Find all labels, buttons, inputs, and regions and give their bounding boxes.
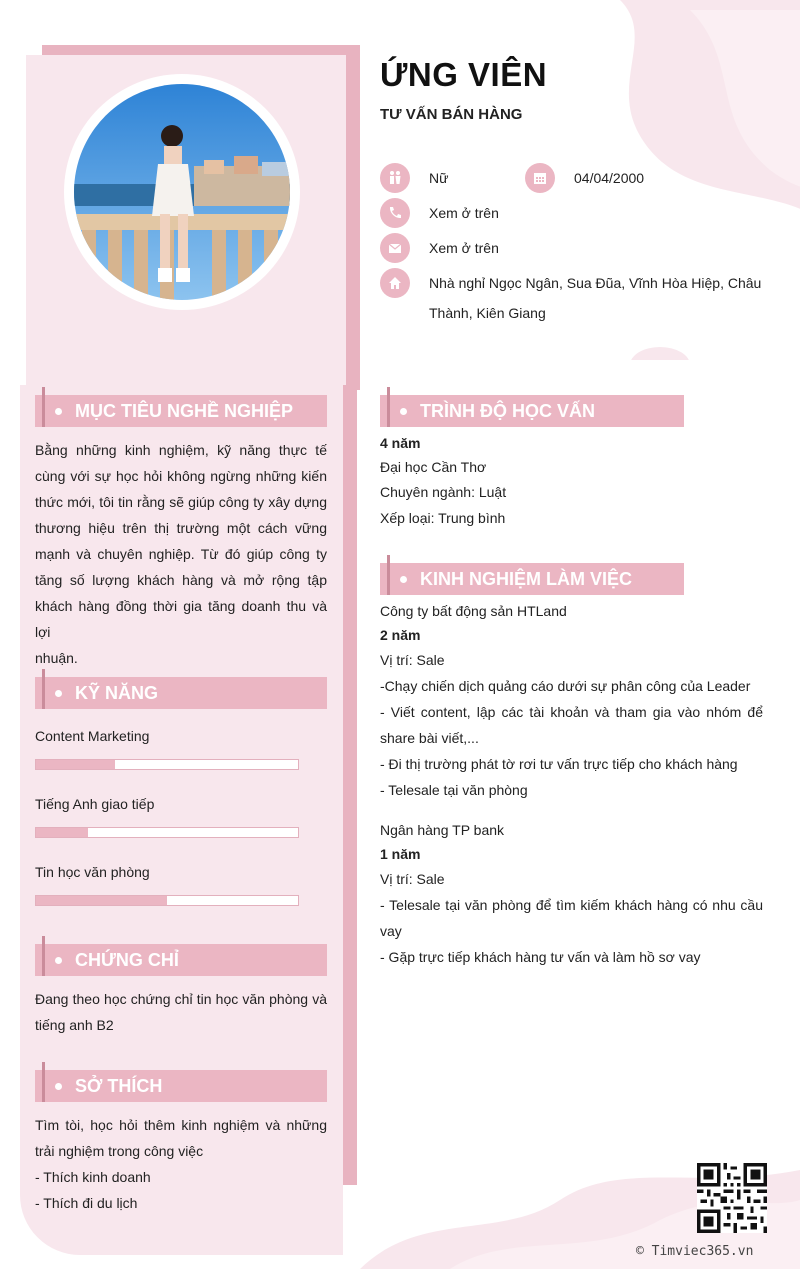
experience-header: [380, 563, 684, 595]
objective-title: MỤC TIÊU NGHỀ NGHIỆP: [75, 401, 294, 421]
job-line: vay: [380, 923, 402, 939]
left-panel-frame-bottom: [343, 385, 357, 1185]
objective-line: nhuận.: [35, 650, 78, 666]
skills-title: KỸ NĂNG: [75, 683, 159, 703]
hobby-line: trải nghiệm trong công việc: [35, 1143, 204, 1159]
address-line-1: Nhà nghỉ Ngọc Ngân, Sua Đũa, Vĩnh Hòa Hiệp, Châu: [429, 275, 762, 291]
education-grade: Xếp loại: Trung bình: [380, 510, 506, 526]
education-duration: 4 năm: [380, 435, 421, 451]
job-description: [380, 892, 763, 970]
objective-line: khách hàng đồng thời gia tăng doanh thu và lợi: [35, 598, 327, 640]
objective-line: mạnh và chuyên nghiệp. Từ đó giúp công ty: [35, 546, 327, 562]
job-position: Vị trí: Sale: [380, 652, 445, 668]
certificates-title: CHỨNG CHỈ: [75, 950, 179, 970]
job-company: Ngân hàng TP bank: [380, 822, 505, 838]
job-line: - Telesale tại văn phòng để tìm kiếm khách hàng có nhu cầu: [380, 897, 763, 913]
job-title: TƯ VẤN BÁN HÀNG: [380, 106, 523, 123]
home-icon: [380, 268, 410, 298]
job-company: Công ty bất động sản HTLand: [380, 603, 567, 619]
skill-label: Tin học văn phòng: [35, 864, 150, 880]
certificate-line: tiếng anh B2: [35, 1017, 114, 1033]
job-line: -Chạy chiến dịch quảng cáo dưới sự phân công của Leader: [380, 678, 751, 694]
hobby-line: - Thích kinh doanh: [35, 1169, 151, 1185]
objective-line: thương hiệu trên thị trường một cách vững: [35, 520, 327, 536]
education-title: TRÌNH ĐỘ HỌC VẤN: [420, 401, 595, 421]
email-value: Xem ở trên: [429, 240, 499, 256]
email-icon: [380, 233, 410, 263]
objective-text: [35, 437, 327, 671]
job-description: [380, 673, 763, 803]
phone-value: Xem ở trên: [429, 205, 499, 221]
hobbies-header: [35, 1070, 327, 1102]
skill-fill: [36, 896, 167, 905]
calendar-icon: [525, 163, 555, 193]
job-duration: 2 năm: [380, 627, 421, 643]
hobby-line: - Thích đi du lịch: [35, 1195, 138, 1211]
skill-bar: [35, 759, 299, 770]
job-duration: 1 năm: [380, 846, 421, 862]
experience-title: KINH NGHIỆM LÀM VIỆC: [420, 569, 633, 589]
phone-icon: [380, 198, 410, 228]
skills-header: [35, 677, 327, 709]
copyright-text: © Timviec365.vn: [636, 1244, 754, 1259]
education-school: Đại học Cần Thơ: [380, 459, 487, 475]
job-line: - Đi thị trường phát tờ rơi tư vấn trực tiếp cho khách hàng: [380, 756, 738, 772]
job-position: Vị trí: Sale: [380, 871, 445, 887]
certificates-text: [35, 986, 327, 1038]
hobbies-title: SỞ THÍCH: [75, 1076, 163, 1096]
education-major: Chuyên ngành: Luật: [380, 484, 507, 500]
job-line: - Gặp trực tiếp khách hàng tư vấn và làm hồ sơ vay: [380, 949, 701, 965]
address-line-2: Thành, Kiên Giang: [429, 305, 546, 321]
candidate-name: ỨNG VIÊN: [380, 56, 548, 93]
job-line: - Viết content, lập các tài khoản và tham gia vào nhóm để: [380, 704, 763, 720]
skill-label: Content Marketing: [35, 728, 150, 744]
objective-line: thức mới, tôi tin rằng sẽ giúp công ty xây dựng: [35, 494, 327, 510]
gender-icon: [380, 163, 410, 193]
job-line: share bài viết,...: [380, 730, 479, 746]
skill-bar: [35, 827, 299, 838]
avatar: [74, 84, 290, 300]
education-header: [380, 395, 684, 427]
skill-fill: [36, 828, 88, 837]
certificate-line: Đang theo học chứng chỉ tin học văn phòng và: [35, 991, 327, 1007]
objective-header: [35, 395, 327, 427]
hobby-line: Tìm tòi, học hỏi thêm kinh nghiệm và những: [35, 1117, 327, 1133]
birthday-value: 04/04/2000: [574, 170, 645, 186]
job-line: - Telesale tại văn phòng: [380, 782, 528, 798]
certificates-header: [35, 944, 327, 976]
gender-value: Nữ: [429, 170, 449, 186]
hobbies-text: [35, 1112, 327, 1216]
objective-line: cùng với sự học hỏi không ngừng những kiến: [35, 468, 327, 484]
skill-label: Tiếng Anh giao tiếp: [35, 796, 155, 812]
objective-line: Bằng những kinh nghiệm, kỹ năng thực tế: [35, 442, 327, 458]
qr-code: [697, 1163, 767, 1233]
objective-line: tăng số lượng khách hàng và mở rộng tập: [35, 572, 327, 588]
skill-fill: [36, 760, 115, 769]
skill-bar: [35, 895, 299, 906]
